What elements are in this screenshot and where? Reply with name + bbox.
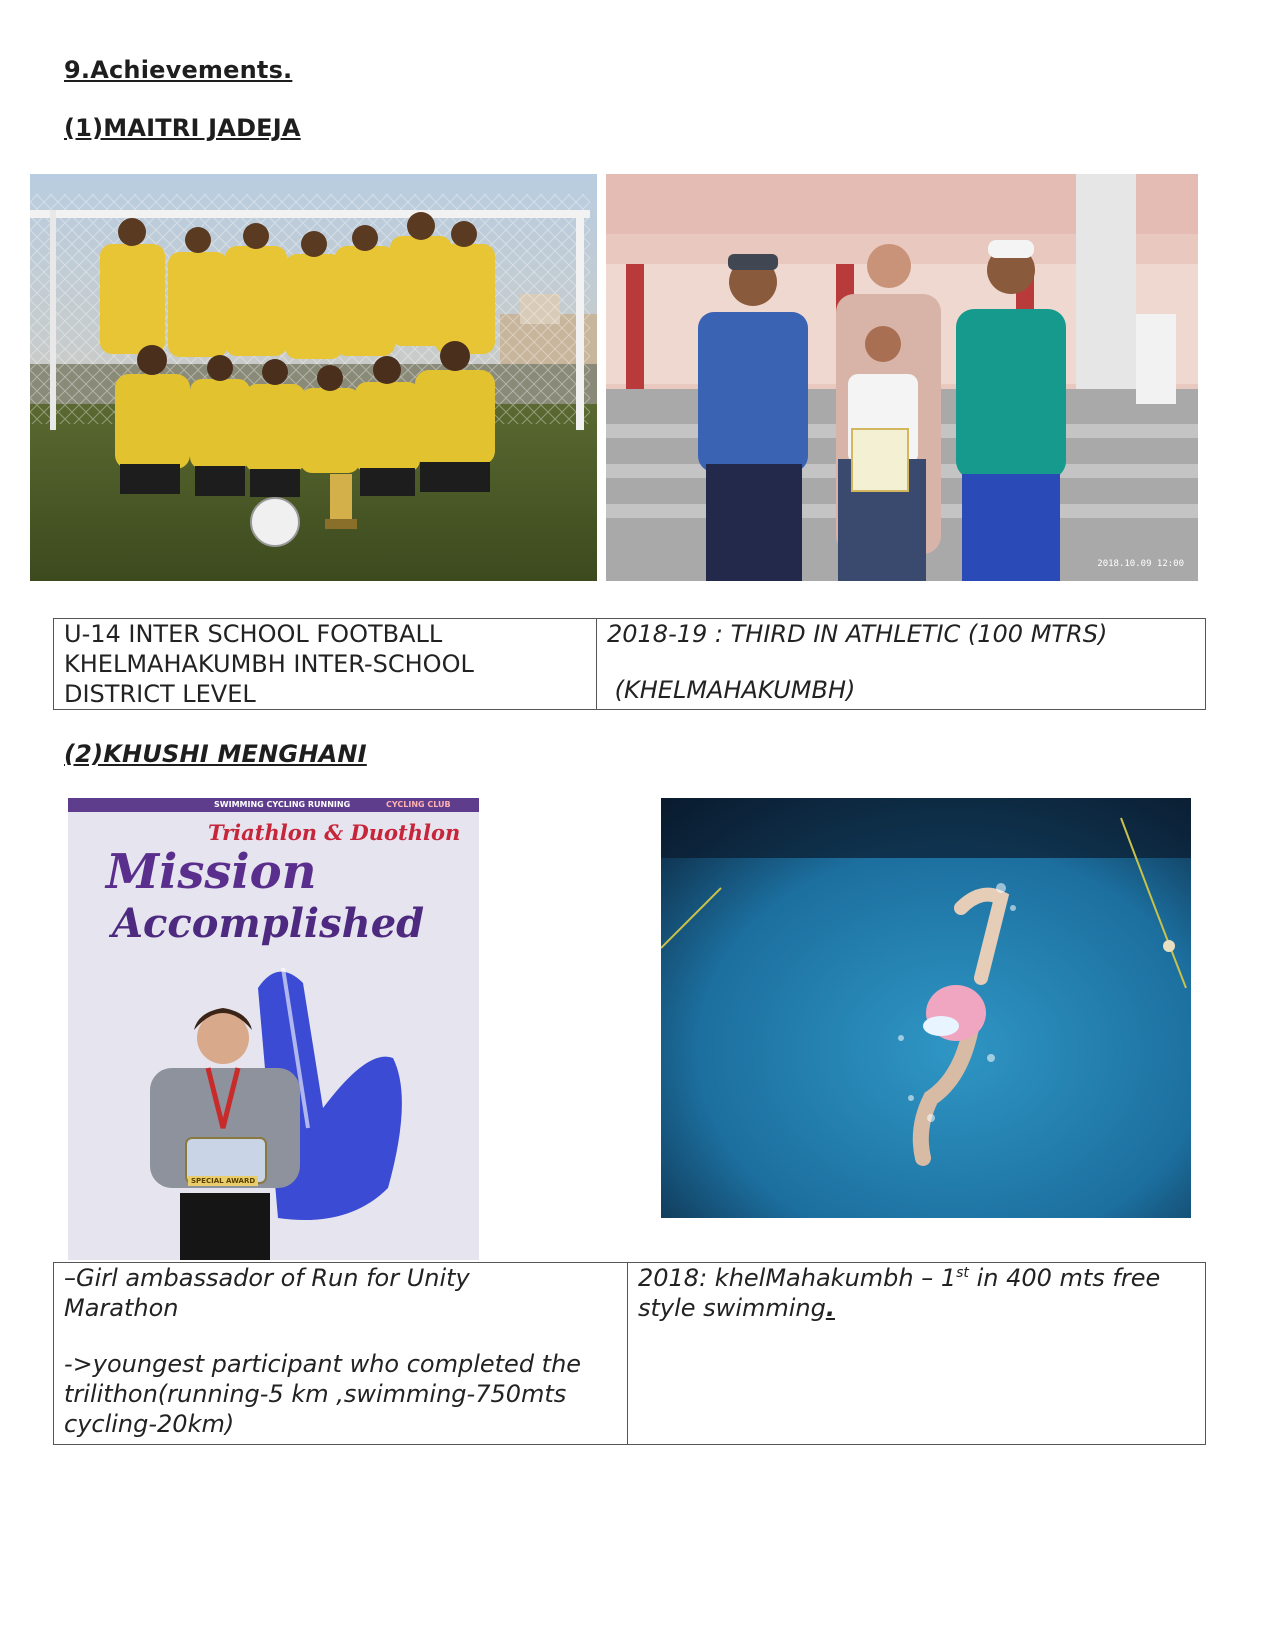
achievement-line — [638, 1293, 1195, 1323]
student1-heading: (1)MAITRI JADEJA — [64, 114, 301, 142]
section-title: 9.Achievements. — [64, 56, 293, 84]
award-group-photo — [606, 174, 1198, 581]
achievement-line: trilithon(running-5 km ,swimming-750mts — [64, 1380, 567, 1408]
achievement-line: U-14 INTER SCHOOL FOOTBALL — [64, 620, 443, 648]
student2-heading: (2)KHUSHI MENGHANI — [64, 740, 367, 768]
banner-line1: Mission — [106, 844, 317, 900]
achievement-line: 2018-19 : THIRD IN ATHLETIC (100 MTRS) — [607, 620, 1108, 648]
achievement-text: in 400 mts free — [968, 1264, 1161, 1292]
achievement-line: –Girl ambassador of Run for Unity — [64, 1264, 470, 1292]
achievement-cell-right — [628, 1263, 1206, 1445]
achievement-cell-right — [597, 619, 1206, 710]
banner-subtitle: Triathlon & Duothlon — [208, 820, 461, 845]
mission-banner-photo — [68, 798, 479, 1260]
banner-top-strip: SWIMMING CYCLING RUNNING — [214, 800, 351, 809]
achievement-period: . — [825, 1294, 835, 1322]
banner-line2: Accomplished — [112, 900, 425, 947]
achievement-line: DISTRICT LEVEL — [64, 680, 256, 708]
achievement-cell-left — [54, 1263, 628, 1445]
banner-strip-right: CYCLING CLUB — [386, 800, 451, 809]
achievement-cell-left — [54, 619, 597, 710]
achievement-line — [638, 1263, 1195, 1293]
achievement-line: Marathon — [64, 1294, 179, 1322]
achievement-text: 2018: khelMahakumbh – 1 — [638, 1264, 957, 1292]
achievement-line: KHELMAHAKUMBH INTER-SCHOOL — [64, 650, 474, 678]
achievement-line: cycling-20km) — [64, 1410, 235, 1438]
achievements-table-2 — [53, 1262, 1206, 1445]
swimming-photo — [661, 798, 1191, 1218]
achievement-line: ->youngest participant who completed the — [64, 1350, 582, 1378]
achievement-line: (KHELMAHAKUMBH) — [607, 676, 856, 704]
photo-timestamp: 2018.10.09 12:00 — [1097, 559, 1184, 569]
ordinal-suffix: st — [956, 1265, 969, 1281]
achievements-table-1 — [53, 618, 1206, 710]
award-plaque-label: SPECIAL AWARD — [188, 1176, 258, 1186]
football-team-photo — [30, 174, 597, 581]
achievement-text: style swimming — [638, 1294, 826, 1322]
